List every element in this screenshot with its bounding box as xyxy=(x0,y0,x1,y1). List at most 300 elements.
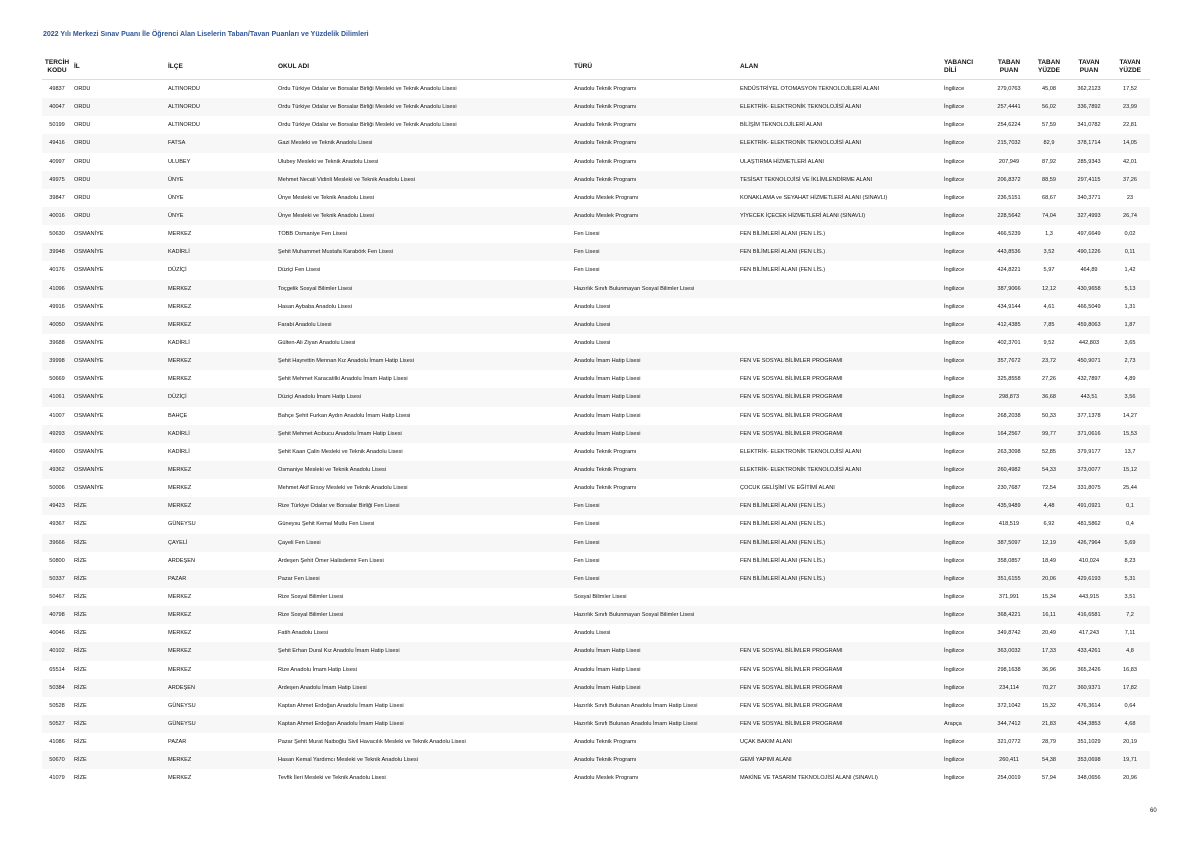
cell-taban-yuzde: 17,33 xyxy=(1030,642,1068,660)
header-yabanci-dili: YABANCI DİLİ xyxy=(942,55,988,80)
cell-alan: TESİSAT TEKNOLOJİSİ VE İKLİMLENDİRME ALANI xyxy=(738,171,942,189)
cell-turu: Anadolu Lisesi xyxy=(572,298,738,316)
table-row xyxy=(42,751,1150,769)
cell-tavan-yuzde: 20,19 xyxy=(1110,733,1150,751)
cell-turu: Hazırlık Sınıfı Bulunmayan Sosyal Bilimler Lisesi xyxy=(572,280,738,298)
cell-il: ORDU xyxy=(72,189,166,207)
cell-ilce: ARDEŞEN xyxy=(166,552,276,570)
header-tercih-kodu: TERCİH KODU xyxy=(42,55,72,80)
cell-alan: MAKİNE VE TASARIM TEKNOLOJİSİ ALANI (SINAVLI) xyxy=(738,769,942,787)
cell-alan: FEN VE SOSYAL BİLİMLER PROGRAMI xyxy=(738,679,942,697)
cell-tavan-puan: 491,0921 xyxy=(1068,497,1110,515)
cell-tavan-puan: 459,8063 xyxy=(1068,316,1110,334)
cell-tavan-yuzde: 17,82 xyxy=(1110,679,1150,697)
cell-yabanci-dili: İngilizce xyxy=(942,588,988,606)
cell-yabanci-dili: İngilizce xyxy=(942,261,988,279)
cell-turu: Hazırlık Sınıfı Bulunmayan Sosyal Bilimler Lisesi xyxy=(572,606,738,624)
cell-taban-yuzde: 45,08 xyxy=(1030,80,1068,99)
cell-turu: Fen Lisesi xyxy=(572,570,738,588)
cell-il: OSMANİYE xyxy=(72,316,166,334)
cell-il: ORDU xyxy=(72,80,166,99)
cell-tercih-kodu: 50528 xyxy=(42,697,72,715)
table-row xyxy=(42,515,1150,533)
cell-taban-yuzde: 18,49 xyxy=(1030,552,1068,570)
table-row xyxy=(42,243,1150,261)
cell-alan xyxy=(738,588,942,606)
cell-il: RİZE xyxy=(72,624,166,642)
table-row xyxy=(42,261,1150,279)
cell-yabanci-dili: İngilizce xyxy=(942,352,988,370)
cell-turu: Anadolu Teknik Programı xyxy=(572,443,738,461)
cell-tavan-puan: 464,89 xyxy=(1068,261,1110,279)
cell-taban-puan: 435,9489 xyxy=(988,497,1030,515)
cell-yabanci-dili: İngilizce xyxy=(942,207,988,225)
cell-tavan-yuzde: 8,23 xyxy=(1110,552,1150,570)
cell-turu: Anadolu İmam Hatip Lisesi xyxy=(572,679,738,697)
cell-taban-puan: 357,7672 xyxy=(988,352,1030,370)
cell-yabanci-dili: İngilizce xyxy=(942,80,988,99)
cell-tercih-kodu: 40176 xyxy=(42,261,72,279)
cell-il: OSMANİYE xyxy=(72,479,166,497)
cell-turu: Anadolu İmam Hatip Lisesi xyxy=(572,407,738,425)
cell-yabanci-dili: İngilizce xyxy=(942,370,988,388)
table-row xyxy=(42,534,1150,552)
cell-ilce: PAZAR xyxy=(166,570,276,588)
cell-alan: FEN VE SOSYAL BİLİMLER PROGRAMI xyxy=(738,352,942,370)
cell-ilce: MERKEZ xyxy=(166,370,276,388)
cell-tavan-yuzde: 4,68 xyxy=(1110,715,1150,733)
cell-turu: Anadolu Meslek Programı xyxy=(572,769,738,787)
cell-alan: FEN VE SOSYAL BİLİMLER PROGRAMI xyxy=(738,661,942,679)
cell-tavan-puan: 285,9343 xyxy=(1068,153,1110,171)
cell-taban-yuzde: 4,48 xyxy=(1030,497,1068,515)
cell-taban-yuzde: 27,26 xyxy=(1030,370,1068,388)
cell-okul-adi: Rize Sosyal Bilimler Lisesi xyxy=(276,588,572,606)
table-row xyxy=(42,624,1150,642)
cell-taban-puan: 387,9066 xyxy=(988,280,1030,298)
cell-tavan-puan: 362,2123 xyxy=(1068,80,1110,99)
cell-alan: FEN VE SOSYAL BİLİMLER PROGRAMI xyxy=(738,425,942,443)
cell-tercih-kodu: 50670 xyxy=(42,751,72,769)
cell-il: ORDU xyxy=(72,134,166,152)
cell-il: OSMANİYE xyxy=(72,425,166,443)
cell-alan: FEN VE SOSYAL BİLİMLER PROGRAMI xyxy=(738,642,942,660)
cell-alan xyxy=(738,624,942,642)
cell-alan: ELEKTRİK- ELEKTRONİK TEKNOLOJİSİ ALANI xyxy=(738,461,942,479)
cell-taban-puan: 298,1638 xyxy=(988,661,1030,679)
cell-tercih-kodu: 49367 xyxy=(42,515,72,533)
header-ilce: İLÇE xyxy=(166,55,276,80)
cell-tavan-puan: 353,0698 xyxy=(1068,751,1110,769)
cell-tavan-puan: 497,6649 xyxy=(1068,225,1110,243)
cell-il: RİZE xyxy=(72,697,166,715)
cell-taban-yuzde: 12,12 xyxy=(1030,280,1068,298)
cell-taban-puan: 371,991 xyxy=(988,588,1030,606)
cell-okul-adi: Kaptan Ahmet Erdoğan Anadolu İmam Hatip Lisesi xyxy=(276,697,572,715)
cell-turu: Anadolu İmam Hatip Lisesi xyxy=(572,425,738,443)
cell-tercih-kodu: 41096 xyxy=(42,280,72,298)
cell-tavan-yuzde: 2,73 xyxy=(1110,352,1150,370)
cell-okul-adi: Rize Türkiye Odalar ve Borsalar Birliği Fen Lisesi xyxy=(276,497,572,515)
cell-yabanci-dili: İngilizce xyxy=(942,515,988,533)
cell-taban-yuzde: 20,06 xyxy=(1030,570,1068,588)
cell-tavan-yuzde: 26,74 xyxy=(1110,207,1150,225)
cell-ilce: GÜNEYSU xyxy=(166,697,276,715)
cell-taban-yuzde: 16,11 xyxy=(1030,606,1068,624)
header-tavan-puan: TAVAN PUAN xyxy=(1068,55,1110,80)
cell-tercih-kodu: 41079 xyxy=(42,769,72,787)
cell-okul-adi: Gülten-Ali Ziyan Anadolu Lisesi xyxy=(276,334,572,352)
cell-tavan-puan: 371,0616 xyxy=(1068,425,1110,443)
cell-turu: Anadolu Teknik Programı xyxy=(572,116,738,134)
cell-turu: Fen Lisesi xyxy=(572,243,738,261)
cell-il: RİZE xyxy=(72,679,166,697)
cell-taban-yuzde: 54,33 xyxy=(1030,461,1068,479)
cell-taban-yuzde: 7,85 xyxy=(1030,316,1068,334)
results-table xyxy=(42,55,1150,787)
cell-taban-yuzde: 3,52 xyxy=(1030,243,1068,261)
cell-alan: FEN VE SOSYAL BİLİMLER PROGRAMI xyxy=(738,697,942,715)
cell-alan: BİLİŞİM TEKNOLOJİLERİ ALANI xyxy=(738,116,942,134)
cell-taban-yuzde: 12,19 xyxy=(1030,534,1068,552)
cell-alan: FEN BİLİMLERİ ALANI (FEN LİS.) xyxy=(738,534,942,552)
cell-okul-adi: Ordu Türkiye Odalar ve Borsalar Birliği Mesleki ve Teknik Anadolu Lisesi xyxy=(276,80,572,99)
cell-turu: Anadolu Teknik Programı xyxy=(572,134,738,152)
table-row xyxy=(42,298,1150,316)
cell-ilce: MERKEZ xyxy=(166,751,276,769)
cell-tercih-kodu: 49975 xyxy=(42,171,72,189)
cell-tercih-kodu: 50384 xyxy=(42,679,72,697)
cell-turu: Fen Lisesi xyxy=(572,497,738,515)
cell-tavan-yuzde: 17,52 xyxy=(1110,80,1150,99)
cell-taban-yuzde: 57,94 xyxy=(1030,769,1068,787)
cell-alan: ELEKTRİK- ELEKTRONİK TEKNOLOJİSİ ALANI xyxy=(738,443,942,461)
cell-tavan-puan: 434,3853 xyxy=(1068,715,1110,733)
cell-ilce: MERKEZ xyxy=(166,479,276,497)
table-row xyxy=(42,334,1150,352)
cell-taban-yuzde: 15,34 xyxy=(1030,588,1068,606)
cell-taban-yuzde: 54,38 xyxy=(1030,751,1068,769)
cell-taban-puan: 215,7032 xyxy=(988,134,1030,152)
cell-yabanci-dili: İngilizce xyxy=(942,733,988,751)
cell-ilce: KADİRLİ xyxy=(166,443,276,461)
cell-tavan-puan: 341,0782 xyxy=(1068,116,1110,134)
cell-il: OSMANİYE xyxy=(72,370,166,388)
cell-okul-adi: Şehit Muhammet Mustafa Karabörk Fen Lisesi xyxy=(276,243,572,261)
cell-tercih-kodu: 40050 xyxy=(42,316,72,334)
header-tavan-yuzde: TAVAN YÜZDE xyxy=(1110,55,1150,80)
cell-okul-adi: Toçgelik Sosyal Bilimler Lisesi xyxy=(276,280,572,298)
cell-ilce: ÜNYE xyxy=(166,171,276,189)
cell-okul-adi: Ardeşen Şehit Ömer Halisdemir Fen Lisesi xyxy=(276,552,572,570)
cell-ilce: ARDEŞEN xyxy=(166,679,276,697)
cell-turu: Anadolu İmam Hatip Lisesi xyxy=(572,352,738,370)
table-row xyxy=(42,661,1150,679)
cell-taban-puan: 349,8742 xyxy=(988,624,1030,642)
table-row xyxy=(42,171,1150,189)
cell-yabanci-dili: İngilizce xyxy=(942,461,988,479)
cell-taban-yuzde: 36,68 xyxy=(1030,388,1068,406)
table-row xyxy=(42,642,1150,660)
cell-turu: Fen Lisesi xyxy=(572,225,738,243)
table-row xyxy=(42,552,1150,570)
table-row xyxy=(42,207,1150,225)
cell-tavan-yuzde: 5,13 xyxy=(1110,280,1150,298)
cell-ilce: KADİRLİ xyxy=(166,425,276,443)
cell-okul-adi: Şehit Mehmet Karacatilki Anadolu İmam Hatip Lisesi xyxy=(276,370,572,388)
cell-taban-puan: 254,6224 xyxy=(988,116,1030,134)
cell-okul-adi: Ünye Mesleki ve Teknik Anadolu Lisesi xyxy=(276,207,572,225)
header-okul-adi: OKUL ADI xyxy=(276,55,572,80)
cell-okul-adi: Düziçi Anadolu İmam Hatip Lisesi xyxy=(276,388,572,406)
table-row xyxy=(42,352,1150,370)
cell-yabanci-dili: İngilizce xyxy=(942,243,988,261)
cell-turu: Anadolu Lisesi xyxy=(572,334,738,352)
cell-tercih-kodu: 49293 xyxy=(42,425,72,443)
cell-il: OSMANİYE xyxy=(72,280,166,298)
cell-okul-adi: Hasan Aybaba Anadolu Lisesi xyxy=(276,298,572,316)
cell-alan: UÇAK BAKIM ALANI xyxy=(738,733,942,751)
cell-tavan-puan: 416,6581 xyxy=(1068,606,1110,624)
cell-alan: FEN VE SOSYAL BİLİMLER PROGRAMI xyxy=(738,407,942,425)
cell-okul-adi: Şehit Mehmet Acıbucu Anadolu İmam Hatip Lisesi xyxy=(276,425,572,443)
cell-il: RİZE xyxy=(72,515,166,533)
cell-okul-adi: Rize Anadolu İmam Hatip Lisesi xyxy=(276,661,572,679)
cell-taban-yuzde: 74,04 xyxy=(1030,207,1068,225)
cell-turu: Sosyal Bilimler Lisesi xyxy=(572,588,738,606)
cell-tercih-kodu: 49423 xyxy=(42,497,72,515)
cell-taban-puan: 344,7412 xyxy=(988,715,1030,733)
header-il: İL xyxy=(72,55,166,80)
cell-tavan-puan: 378,1714 xyxy=(1068,134,1110,152)
cell-ilce: MERKEZ xyxy=(166,497,276,515)
cell-ilce: DÜZİÇİ xyxy=(166,388,276,406)
cell-yabanci-dili: İngilizce xyxy=(942,225,988,243)
cell-il: RİZE xyxy=(72,769,166,787)
cell-yabanci-dili: İngilizce xyxy=(942,153,988,171)
cell-yabanci-dili: İngilizce xyxy=(942,534,988,552)
table-row xyxy=(42,280,1150,298)
cell-tavan-puan: 443,915 xyxy=(1068,588,1110,606)
cell-tavan-yuzde: 0,11 xyxy=(1110,243,1150,261)
cell-taban-yuzde: 70,27 xyxy=(1030,679,1068,697)
cell-okul-adi: Osmaniye Mesleki ve Teknik Anadolu Lisesi xyxy=(276,461,572,479)
cell-ilce: DÜZİÇİ xyxy=(166,261,276,279)
cell-yabanci-dili: İngilizce xyxy=(942,497,988,515)
cell-tavan-puan: 466,5049 xyxy=(1068,298,1110,316)
cell-tavan-yuzde: 0,1 xyxy=(1110,497,1150,515)
cell-taban-puan: 368,4221 xyxy=(988,606,1030,624)
cell-tercih-kodu: 39688 xyxy=(42,334,72,352)
cell-tavan-puan: 417,243 xyxy=(1068,624,1110,642)
page-number: 60 xyxy=(1150,808,1157,814)
cell-tercih-kodu: 40997 xyxy=(42,153,72,171)
cell-taban-yuzde: 99,77 xyxy=(1030,425,1068,443)
cell-alan: FEN BİLİMLERİ ALANI (FEN LİS.) xyxy=(738,243,942,261)
cell-tavan-puan: 430,9658 xyxy=(1068,280,1110,298)
cell-tercih-kodu: 41061 xyxy=(42,388,72,406)
cell-taban-puan: 260,4982 xyxy=(988,461,1030,479)
cell-il: OSMANİYE xyxy=(72,461,166,479)
cell-tavan-yuzde: 3,51 xyxy=(1110,588,1150,606)
cell-okul-adi: Çayeli Fen Lisesi xyxy=(276,534,572,552)
cell-il: OSMANİYE xyxy=(72,407,166,425)
cell-ilce: GÜNEYSU xyxy=(166,515,276,533)
cell-ilce: MERKEZ xyxy=(166,769,276,787)
cell-tavan-puan: 410,024 xyxy=(1068,552,1110,570)
cell-turu: Hazırlık Sınıfı Bulunan Anadolu İmam Hatip Lisesi xyxy=(572,697,738,715)
cell-okul-adi: Mehmet Necati Vidinli Mesleki ve Teknik Anadolu Lisesi xyxy=(276,171,572,189)
cell-turu: Anadolu Teknik Programı xyxy=(572,733,738,751)
cell-taban-yuzde: 15,32 xyxy=(1030,697,1068,715)
cell-yabanci-dili: İngilizce xyxy=(942,298,988,316)
table-row xyxy=(42,697,1150,715)
cell-il: RİZE xyxy=(72,733,166,751)
table-row xyxy=(42,715,1150,733)
cell-taban-puan: 298,873 xyxy=(988,388,1030,406)
cell-alan: ENDÜSTRİYEL OTOMASYON TEKNOLOJİLERİ ALANI xyxy=(738,80,942,99)
cell-tavan-yuzde: 13,7 xyxy=(1110,443,1150,461)
cell-okul-adi: Farabi Anadolu Lisesi xyxy=(276,316,572,334)
cell-tercih-kodu: 50006 xyxy=(42,479,72,497)
cell-tercih-kodu: 50467 xyxy=(42,588,72,606)
cell-il: RİZE xyxy=(72,588,166,606)
cell-tavan-puan: 432,7897 xyxy=(1068,370,1110,388)
cell-il: OSMANİYE xyxy=(72,243,166,261)
cell-tercih-kodu: 49916 xyxy=(42,298,72,316)
cell-taban-puan: 325,8558 xyxy=(988,370,1030,388)
cell-tercih-kodu: 49416 xyxy=(42,134,72,152)
cell-turu: Anadolu Teknik Programı xyxy=(572,479,738,497)
cell-yabanci-dili: İngilizce xyxy=(942,697,988,715)
cell-tercih-kodu: 65514 xyxy=(42,661,72,679)
cell-yabanci-dili: İngilizce xyxy=(942,334,988,352)
cell-alan: FEN VE SOSYAL BİLİMLER PROGRAMI xyxy=(738,370,942,388)
cell-ilce: ALTINORDU xyxy=(166,98,276,116)
cell-okul-adi: Rize Sosyal Bilimler Lisesi xyxy=(276,606,572,624)
cell-tavan-puan: 476,3614 xyxy=(1068,697,1110,715)
cell-tavan-yuzde: 5,31 xyxy=(1110,570,1150,588)
cell-taban-yuzde: 52,85 xyxy=(1030,443,1068,461)
cell-yabanci-dili: İngilizce xyxy=(942,134,988,152)
cell-turu: Anadolu İmam Hatip Lisesi xyxy=(572,642,738,660)
table-row xyxy=(42,134,1150,152)
cell-taban-puan: 402,3701 xyxy=(988,334,1030,352)
cell-tercih-kodu: 50630 xyxy=(42,225,72,243)
cell-ilce: MERKEZ xyxy=(166,661,276,679)
header-alan: ALAN xyxy=(738,55,942,80)
cell-tavan-puan: 340,3771 xyxy=(1068,189,1110,207)
table-row xyxy=(42,316,1150,334)
cell-turu: Fen Lisesi xyxy=(572,534,738,552)
cell-turu: Anadolu Lisesi xyxy=(572,624,738,642)
cell-tercih-kodu: 41086 xyxy=(42,733,72,751)
cell-taban-puan: 257,4441 xyxy=(988,98,1030,116)
cell-ilce: MERKEZ xyxy=(166,461,276,479)
cell-yabanci-dili: İngilizce xyxy=(942,443,988,461)
cell-okul-adi: Ardeşen Anadolu İmam Hatip Lisesi xyxy=(276,679,572,697)
cell-tavan-yuzde: 3,56 xyxy=(1110,388,1150,406)
cell-okul-adi: Gazi Mesleki ve Teknik Anadolu Lisesi xyxy=(276,134,572,152)
cell-tavan-yuzde: 1,42 xyxy=(1110,261,1150,279)
cell-tavan-puan: 450,9071 xyxy=(1068,352,1110,370)
cell-turu: Anadolu Teknik Programı xyxy=(572,171,738,189)
cell-turu: Anadolu Teknik Programı xyxy=(572,461,738,479)
cell-taban-puan: 434,9144 xyxy=(988,298,1030,316)
cell-taban-puan: 443,8536 xyxy=(988,243,1030,261)
cell-tavan-puan: 433,4261 xyxy=(1068,642,1110,660)
cell-tavan-puan: 351,1029 xyxy=(1068,733,1110,751)
cell-alan: GEMİ YAPIMI ALANI xyxy=(738,751,942,769)
cell-alan: FEN BİLİMLERİ ALANI (FEN LİS.) xyxy=(738,497,942,515)
cell-alan: ÇOCUK GELİŞİMİ VE EĞİTİMİ ALANI xyxy=(738,479,942,497)
cell-ilce: ÇAYELİ xyxy=(166,534,276,552)
cell-tavan-yuzde: 14,27 xyxy=(1110,407,1150,425)
cell-taban-yuzde: 87,92 xyxy=(1030,153,1068,171)
cell-taban-puan: 466,5239 xyxy=(988,225,1030,243)
cell-tercih-kodu: 50669 xyxy=(42,370,72,388)
cell-tavan-yuzde: 0,64 xyxy=(1110,697,1150,715)
cell-turu: Anadolu Teknik Programı xyxy=(572,80,738,99)
cell-turu: Anadolu İmam Hatip Lisesi xyxy=(572,370,738,388)
cell-yabanci-dili: İngilizce xyxy=(942,316,988,334)
cell-yabanci-dili: İngilizce xyxy=(942,98,988,116)
cell-ilce: MERKEZ xyxy=(166,298,276,316)
cell-tavan-yuzde: 3,65 xyxy=(1110,334,1150,352)
cell-alan: YİYECEK İÇECEK HİZMETLERİ ALANI (SINAVLI) xyxy=(738,207,942,225)
cell-ilce: MERKEZ xyxy=(166,316,276,334)
cell-okul-adi: Şehit Hayrettin Mennan Kız Anadolu İmam Hatip Lisesi xyxy=(276,352,572,370)
cell-okul-adi: Güneysu Şehit Kemal Mutlu Fen Lisesi xyxy=(276,515,572,533)
cell-tavan-puan: 426,7964 xyxy=(1068,534,1110,552)
cell-okul-adi: Mehmet Akif Ersoy Mesleki ve Teknik Anadolu Lisesi xyxy=(276,479,572,497)
cell-alan xyxy=(738,280,942,298)
table-row xyxy=(42,425,1150,443)
cell-tercih-kodu: 49600 xyxy=(42,443,72,461)
cell-tavan-yuzde: 5,69 xyxy=(1110,534,1150,552)
cell-tavan-puan: 348,0656 xyxy=(1068,769,1110,787)
cell-turu: Anadolu İmam Hatip Lisesi xyxy=(572,661,738,679)
cell-turu: Fen Lisesi xyxy=(572,552,738,570)
cell-tercih-kodu: 39666 xyxy=(42,534,72,552)
cell-tercih-kodu: 50527 xyxy=(42,715,72,733)
table-row xyxy=(42,80,1150,99)
cell-tavan-yuzde: 37,26 xyxy=(1110,171,1150,189)
cell-yabanci-dili: İngilizce xyxy=(942,570,988,588)
cell-okul-adi: Pazar Fen Lisesi xyxy=(276,570,572,588)
cell-ilce: BAHÇE xyxy=(166,407,276,425)
table-row xyxy=(42,225,1150,243)
cell-taban-yuzde: 82,9 xyxy=(1030,134,1068,152)
cell-il: RİZE xyxy=(72,552,166,570)
table-row xyxy=(42,679,1150,697)
cell-tercih-kodu: 39847 xyxy=(42,189,72,207)
table-row xyxy=(42,461,1150,479)
cell-tercih-kodu: 50800 xyxy=(42,552,72,570)
cell-yabanci-dili: İngilizce xyxy=(942,425,988,443)
cell-taban-puan: 424,8221 xyxy=(988,261,1030,279)
cell-yabanci-dili: İngilizce xyxy=(942,606,988,624)
cell-okul-adi: TOBB Osmaniye Fen Lisesi xyxy=(276,225,572,243)
cell-tavan-yuzde: 4,89 xyxy=(1110,370,1150,388)
cell-taban-puan: 321,0772 xyxy=(988,733,1030,751)
cell-turu: Fen Lisesi xyxy=(572,515,738,533)
cell-il: ORDU xyxy=(72,207,166,225)
cell-taban-puan: 230,7687 xyxy=(988,479,1030,497)
cell-turu: Anadolu İmam Hatip Lisesi xyxy=(572,388,738,406)
cell-taban-puan: 363,0032 xyxy=(988,642,1030,660)
cell-il: OSMANİYE xyxy=(72,352,166,370)
